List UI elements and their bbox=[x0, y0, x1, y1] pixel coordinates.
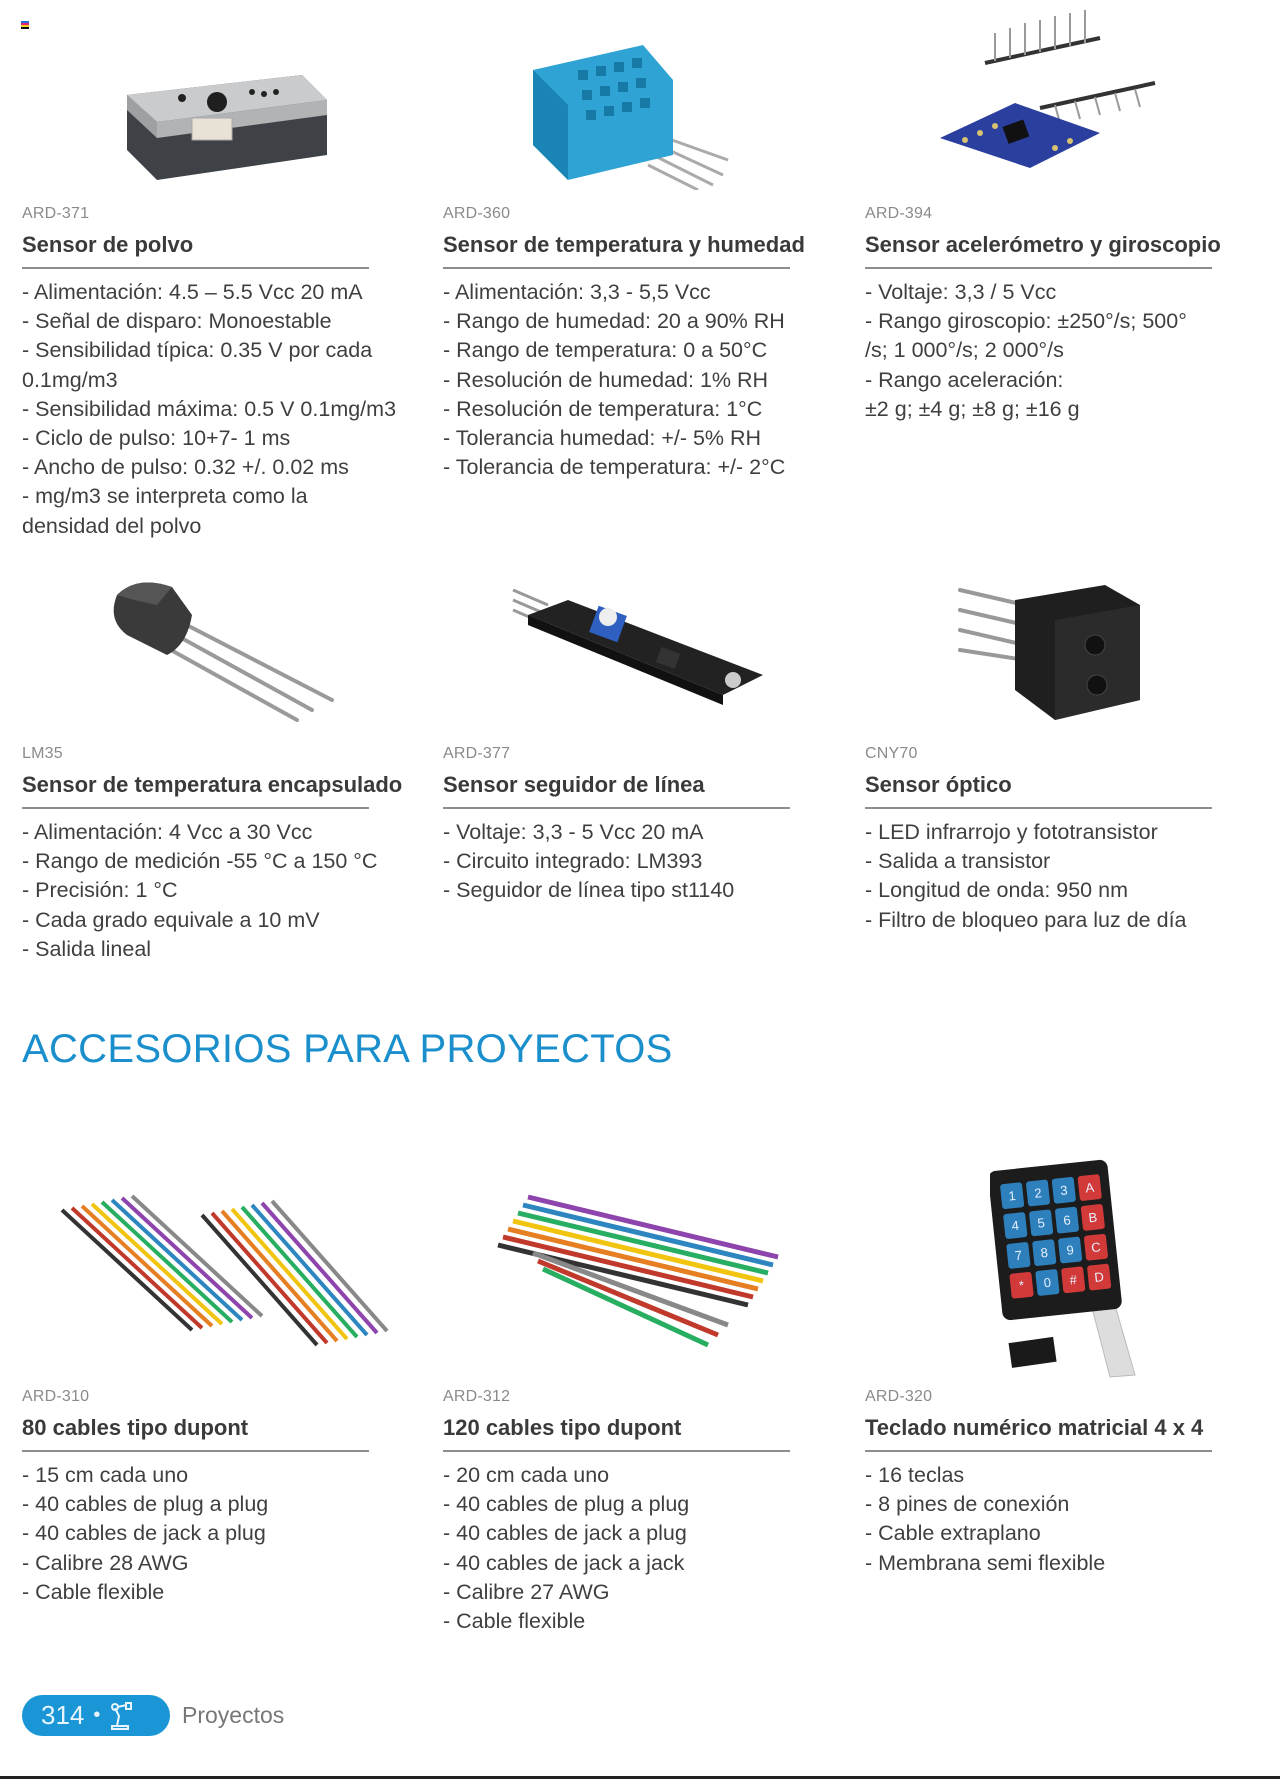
spec-item: - 15 cm cada uno bbox=[22, 1463, 189, 1487]
svg-text:7: 7 bbox=[1014, 1247, 1023, 1264]
svg-text:D: D bbox=[1093, 1269, 1105, 1286]
spec-item: densidad del polvo bbox=[22, 513, 202, 538]
spec-list bbox=[22, 818, 377, 964]
spec-item: - Alimentación: 3,3 - 5,5 Vcc bbox=[443, 280, 711, 304]
spec-item: - Calibre 28 AWG bbox=[22, 1550, 189, 1575]
spec-item: - Seguidor de línea tipo st1140 bbox=[443, 878, 735, 903]
svg-text:0: 0 bbox=[1043, 1274, 1052, 1291]
spec-item: - Filtro de bloqueo para luz de día bbox=[865, 907, 1187, 932]
spec-item: - 16 teclas bbox=[865, 1463, 965, 1487]
svg-text:8: 8 bbox=[1039, 1244, 1049, 1261]
spec-item: - Longitud de onda: 950 nm bbox=[865, 878, 1128, 903]
product-code: ARD-320 bbox=[865, 1388, 933, 1405]
spec-item: - Rango de medición -55 °C a 150 °C bbox=[22, 849, 378, 874]
divider bbox=[443, 267, 790, 269]
divider bbox=[443, 1450, 790, 1452]
svg-text:1: 1 bbox=[1007, 1187, 1017, 1204]
spec-list bbox=[443, 818, 734, 906]
svg-text:B: B bbox=[1087, 1209, 1098, 1226]
svg-text:3: 3 bbox=[1059, 1182, 1069, 1199]
divider bbox=[865, 807, 1212, 809]
spec-item: - Voltaje: 3,3 - 5 Vcc 20 mA bbox=[443, 820, 704, 844]
spec-item: - Tolerancia de temperatura: +/- 2°C bbox=[443, 455, 786, 480]
dht11-sensor-image bbox=[528, 40, 748, 190]
page-number: 314 bbox=[41, 1700, 85, 1730]
product-title: Sensor acelerómetro y giroscopio bbox=[865, 232, 1221, 257]
spec-item: - 20 cm cada uno bbox=[443, 1463, 610, 1487]
product-code: CNY70 bbox=[865, 745, 918, 762]
spec-item: - Salida lineal bbox=[22, 936, 152, 961]
product-code: LM35 bbox=[22, 745, 63, 762]
product-title: 120 cables tipo dupont bbox=[443, 1415, 682, 1440]
spec-item: - Resolución de temperatura: 1°C bbox=[443, 396, 763, 421]
spec-item: - Tolerancia humedad: +/- 5% RH bbox=[443, 426, 762, 451]
spec-item: - Cada grado equivale a 10 mV bbox=[22, 907, 320, 932]
product-code: ARD-377 bbox=[443, 745, 511, 762]
spec-item: - mg/m3 se interpreta como la bbox=[22, 484, 308, 509]
page-number-badge bbox=[22, 1695, 170, 1736]
dupont-cables-image bbox=[52, 1190, 412, 1360]
spec-item: - Ancho de pulso: 0.32 +/. 0.02 ms bbox=[22, 455, 349, 480]
svg-text:2: 2 bbox=[1033, 1185, 1043, 1201]
spec-list bbox=[22, 1461, 268, 1607]
svg-text:5: 5 bbox=[1036, 1215, 1046, 1231]
spec-item: - Rango de temperatura: 0 a 50°C bbox=[443, 338, 768, 363]
section-label: Proyectos bbox=[182, 1702, 285, 1728]
spec-item: - Cable flexible bbox=[22, 1579, 165, 1604]
product-title: Sensor de temperatura y humedad bbox=[443, 232, 805, 257]
product-title: Sensor de polvo bbox=[22, 232, 194, 257]
spec-item: - Salida a transistor bbox=[865, 849, 1051, 874]
print-color-mark bbox=[21, 21, 29, 29]
spec-item: - Rango de humedad: 20 a 90% RH bbox=[443, 309, 785, 334]
product-code: ARD-310 bbox=[22, 1388, 90, 1405]
svg-text:9: 9 bbox=[1065, 1242, 1075, 1258]
spec-item: - Calibre 27 AWG bbox=[443, 1579, 610, 1604]
spec-item: - 40 cables de jack a jack bbox=[443, 1550, 685, 1575]
svg-text:6: 6 bbox=[1062, 1212, 1072, 1228]
accelerometer-module-image bbox=[935, 8, 1175, 173]
spec-item: - Membrana semi flexible bbox=[865, 1550, 1106, 1575]
product-code: ARD-394 bbox=[865, 205, 933, 222]
spec-item: - Ciclo de pulso: 10+7- 1 ms bbox=[22, 426, 291, 451]
spec-item: 0.1mg/m3 bbox=[22, 367, 118, 392]
spec-list bbox=[865, 278, 1187, 424]
spec-item: - Cable flexible bbox=[443, 1609, 586, 1634]
spec-item: - 40 cables de plug a plug bbox=[22, 1492, 269, 1517]
product-title: Teclado numérico matricial 4 x 4 bbox=[865, 1415, 1204, 1440]
dupont-cables-bundle-image bbox=[488, 1185, 788, 1365]
divider bbox=[865, 1450, 1212, 1452]
spec-item: - Alimentación: 4 Vcc a 30 Vcc bbox=[22, 820, 313, 844]
divider bbox=[865, 267, 1212, 269]
svg-text:#: # bbox=[1068, 1271, 1078, 1288]
spec-item: - Cable extraplano bbox=[865, 1521, 1041, 1546]
spec-item: - 8 pines de conexión bbox=[865, 1492, 1070, 1517]
line-follower-module-image bbox=[508, 575, 768, 725]
product-title: Sensor seguidor de línea bbox=[443, 772, 705, 797]
section-heading: ACCESORIOS PARA PROYECTOS bbox=[22, 1027, 673, 1071]
spec-item: - Sensibilidad máxima: 0.5 V 0.1mg/m3 bbox=[22, 396, 397, 421]
spec-item: - Precisión: 1 °C bbox=[22, 878, 178, 903]
divider bbox=[22, 1450, 369, 1452]
spec-item: - LED infrarrojo y fototransistor bbox=[865, 820, 1158, 844]
svg-text:*: * bbox=[1018, 1277, 1025, 1293]
spec-item: - Voltaje: 3,3 / 5 Vcc bbox=[865, 280, 1057, 304]
spec-item: - 40 cables de jack a plug bbox=[22, 1521, 266, 1546]
product-title: Sensor de temperatura encapsulado bbox=[22, 772, 403, 797]
product-code: ARD-360 bbox=[443, 205, 511, 222]
spec-item: /s; 1 000°/s; 2 000°/s bbox=[865, 338, 1064, 363]
spec-item: - Señal de disparo: Monoestable bbox=[22, 309, 332, 334]
product-code: ARD-312 bbox=[443, 1388, 511, 1405]
robot-arm-icon bbox=[109, 1702, 133, 1730]
matrix-keypad-image bbox=[990, 1145, 1165, 1380]
spec-list bbox=[865, 818, 1187, 935]
svg-text:4: 4 bbox=[1010, 1217, 1020, 1234]
divider bbox=[443, 807, 790, 809]
spec-item: ±2 g; ±4 g; ±8 g; ±16 g bbox=[865, 396, 1080, 421]
product-code: ARD-371 bbox=[22, 205, 90, 222]
cny70-optical-sensor-image bbox=[955, 580, 1155, 730]
divider bbox=[22, 807, 369, 809]
product-title: 80 cables tipo dupont bbox=[22, 1415, 249, 1440]
spec-item: - Resolución de humedad: 1% RH bbox=[443, 367, 769, 392]
spec-list bbox=[443, 278, 785, 482]
spec-item: - Alimentación: 4.5 – 5.5 Vcc 20 mA bbox=[22, 280, 363, 304]
dust-sensor-image bbox=[112, 40, 342, 190]
product-title: Sensor óptico bbox=[865, 772, 1012, 797]
lm35-transistor-image bbox=[97, 575, 357, 735]
spec-list bbox=[22, 278, 396, 541]
spec-list bbox=[443, 1461, 689, 1636]
spec-item: - 40 cables de jack a plug bbox=[443, 1521, 687, 1546]
spec-item: - 40 cables de plug a plug bbox=[443, 1492, 690, 1517]
spec-item: - Rango aceleración: bbox=[865, 367, 1064, 392]
separator-dot: • bbox=[93, 1704, 101, 1726]
spec-item: - Rango giroscopio: ±250°/s; 500° bbox=[865, 309, 1187, 334]
divider bbox=[22, 267, 369, 269]
spec-item: - Circuito integrado: LM393 bbox=[443, 849, 703, 874]
svg-text:A: A bbox=[1084, 1179, 1095, 1196]
spec-item: - Sensibilidad típica: 0.35 V por cada bbox=[22, 338, 373, 363]
svg-text:C: C bbox=[1090, 1239, 1102, 1256]
spec-list bbox=[865, 1461, 1105, 1578]
